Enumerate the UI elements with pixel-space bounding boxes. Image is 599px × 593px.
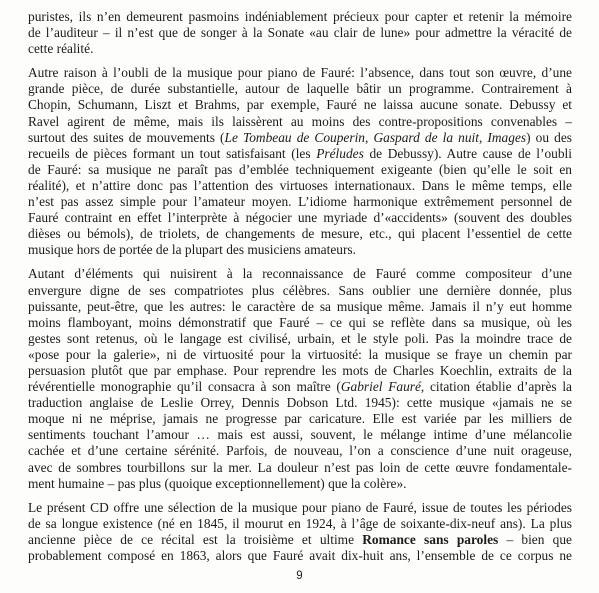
text-line <box>28 299 572 315</box>
text-line <box>28 97 572 113</box>
text-segment: puissante, peut-être, que les autres: le caractère de sa musique même. Jamais il n’y eut homme <box>28 298 572 314</box>
text-segment: Fauré contraint en effet l’interprète à négocier une myriade d’«accidents» (souvent des doubles <box>28 210 572 226</box>
text-segment: cachée et d’une certaine sérénité. Parfois, de nouveau, l’on a conscience d’une nuit orageuse, <box>28 443 572 459</box>
italic-title: Gaspard de la nuit <box>373 129 479 145</box>
text-segment: révérentielle monographie qu’il consacra à son maître ( <box>28 379 341 395</box>
text-segment: ment humaine – pas plus (quoique exceptionnellement) que la colère». <box>28 475 407 491</box>
text-segment: Autre raison à l’oubli de la musique pour piano de Fauré: l’absence, dans tout son œuvre, d’une <box>28 65 572 81</box>
italic-title: Images <box>487 129 527 145</box>
text-line <box>28 226 572 242</box>
text-segment: puristes, ils n’en demeurent pasmoins indéniablement précieux pour capter et retenir la mémoire <box>28 9 572 24</box>
text-segment: dièses ou bémols), de triolets, de changements de mesure, etc., qui placent l’essentiel de cette <box>28 226 572 242</box>
text-segment: , <box>478 129 488 145</box>
text-segment: gestes sont retenus, où le langage est civilisé, urbain, et le style poli. Pas la moindre trace de <box>28 330 572 346</box>
text-line <box>28 25 572 41</box>
text-line <box>28 9 572 25</box>
paragraph <box>28 266 572 491</box>
text-line <box>28 242 572 258</box>
text-line <box>28 41 572 57</box>
text-line <box>28 130 572 146</box>
body-text <box>28 9 572 564</box>
text-segment: moins flamboyant, moins démonstratif que Fauré – ce qui se reflète dans sa musique, où les <box>28 314 572 330</box>
text-segment: réalité), et n’attire donc pas l’attention des virtuoses internationaux. Dans le même temps, elle <box>28 177 572 193</box>
paragraph <box>28 65 572 258</box>
text-segment: de Fauré: sa musique ne paraît pas d’emblée techniquement exigeante (bien qu’elle le soit en <box>28 161 572 177</box>
text-line <box>28 347 572 363</box>
text-line <box>28 194 572 210</box>
paragraph <box>28 500 572 564</box>
text-segment: musique hors de portée de la plupart des musiciens amateurs. <box>28 242 356 258</box>
text-segment: de l’auditeur – il n’est que de songer à la Sonate «au clair de lune» pour admettre la véracité de <box>28 25 572 41</box>
italic-title: Préludes <box>316 145 364 161</box>
text-segment: «pose pour la galerie», ni de virtuosité pour la virtuosité: la musique se fraye un chemin par <box>28 346 572 362</box>
text-line <box>28 443 572 459</box>
text-segment: n’est pas assez simple pour l’amateur moyen. L’idiome harmonique extrêmement personnel de <box>28 194 572 210</box>
text-segment: probablement composé en 1863, alors que Fauré avait dix-huit ans, l’ensemble de ce corpus ne <box>28 548 572 563</box>
text-line <box>28 476 572 492</box>
text-line <box>28 548 572 564</box>
text-line <box>28 363 572 379</box>
text-line <box>28 395 572 411</box>
text-segment: de sa longue existence (né en 1845, il mourut en 1924, à l’âge de soixante-dix-neuf ans). La plus <box>28 515 572 531</box>
paragraph <box>28 9 572 57</box>
text-line <box>28 266 572 282</box>
text-segment: cette réalité. <box>28 41 94 57</box>
text-line <box>28 460 572 476</box>
text-segment: envergure digne de ses compatriotes plus célèbres. Sans oublier une dernière donnée, plus <box>28 282 572 298</box>
text-line <box>28 516 572 532</box>
text-segment: , <box>365 129 374 145</box>
text-segment: , citation établie d’après la <box>420 379 572 395</box>
text-line <box>28 532 572 548</box>
text-segment: – bien que <box>498 531 572 547</box>
text-segment: de Debussy). Autre cause de l’oubli <box>363 145 572 161</box>
text-line <box>28 178 572 194</box>
text-segment: surtout des suites de mouvements ( <box>28 129 225 145</box>
text-line <box>28 162 572 178</box>
text-line <box>28 427 572 443</box>
text-line <box>28 283 572 299</box>
text-segment: ) ou des <box>526 129 572 145</box>
text-segment: grande pièce, de durée substantielle, autour de laquelle bâtir un programme. Contrairement à <box>28 81 572 97</box>
text-segment: traduction anglaise de Leslie Orrey, Dennis Dobson Ltd. 1945): cette musique «jamais ne se <box>28 395 572 411</box>
text-segment: Ravel agirent de même, mais ils laissèrent au moins des contre-propositions convenables – <box>28 113 572 129</box>
text-line <box>28 210 572 226</box>
page-number: 9 <box>296 570 303 582</box>
text-segment: ancienne pièce de ce récital est la troisième et ultime <box>28 531 363 547</box>
text-line <box>28 114 572 130</box>
text-segment: avec de sombres tourbillons sur la mer. La douleur n’est pas loin de cette œuvre fondamentale- <box>28 459 572 475</box>
text-line <box>28 331 572 347</box>
text-segment: sentiments touchant l’amour … mais est aussi, souvent, le mélange intime d’une mélancolie <box>28 427 572 443</box>
text-segment: moque ni ne méprise, jamais ne progresse par caricature. Elle est variée par les milliers de <box>28 411 572 427</box>
text-line <box>28 379 572 395</box>
text-segment: Autant d’éléments qui nuisirent à la reconnaissance de Fauré comme compositeur d’une <box>28 266 572 282</box>
bold-title: Romance sans paroles <box>362 531 499 547</box>
text-line <box>28 146 572 162</box>
text-segment: Le présent CD offre une sélection de la musique pour piano de Fauré, issue de toutes les périodes <box>28 499 572 515</box>
text-segment: persuasion plutôt que par emphase. Pour reprendre les mots de Charles Koechlin, extraits de la <box>28 362 572 378</box>
text-line <box>28 500 572 516</box>
text-line <box>28 411 572 427</box>
text-line <box>28 81 572 97</box>
italic-title: Gabriel Fauré <box>340 379 421 395</box>
text-line <box>28 315 572 331</box>
text-line <box>28 65 572 81</box>
italic-title: Le Tombeau de Couperin <box>224 129 366 145</box>
text-segment: recueils de pièces formant un tout satisfaisant (les <box>28 145 317 161</box>
text-segment: Chopin, Schumann, Liszt et Brahms, par exemple, Fauré ne laissa aucune sonate. Debussy et <box>28 97 572 113</box>
